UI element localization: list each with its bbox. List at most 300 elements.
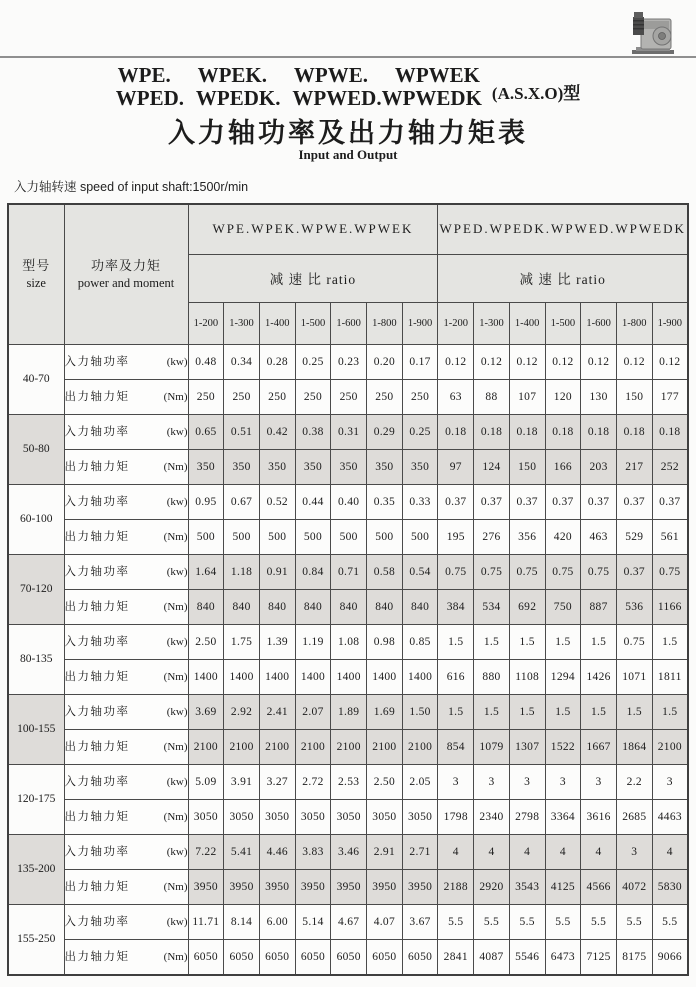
input-unit: (kw) <box>166 355 188 368</box>
ratio-header-wpe-2: 1-400 <box>259 302 295 344</box>
input-label-cell <box>64 904 188 939</box>
output-value: 616 <box>438 659 474 694</box>
output-value: 6050 <box>402 939 438 975</box>
input-unit: (kw) <box>166 775 188 788</box>
output-value: 561 <box>652 519 688 554</box>
input-value: 0.25 <box>295 344 331 379</box>
input-value: 3 <box>474 764 510 799</box>
table-body <box>8 344 688 975</box>
output-value: 840 <box>402 589 438 624</box>
output-value: 1864 <box>616 729 652 764</box>
output-value: 6050 <box>259 939 295 975</box>
output-value: 840 <box>224 589 260 624</box>
input-value: 0.12 <box>616 344 652 379</box>
input-value: 1.69 <box>367 694 403 729</box>
table-row-input <box>8 904 688 939</box>
input-value: 1.5 <box>438 624 474 659</box>
input-value: 1.64 <box>188 554 224 589</box>
group2-title: WPED.WPEDK.WPWED.WPWEDK <box>438 204 688 254</box>
output-value: 2100 <box>331 729 367 764</box>
size-cell: 40-70 <box>8 344 64 414</box>
input-value: 2.05 <box>402 764 438 799</box>
ratio-header-wpe-4: 1-600 <box>331 302 367 344</box>
input-value: 1.5 <box>652 694 688 729</box>
input-unit: (kw) <box>166 915 188 928</box>
input-value: 5.14 <box>295 904 331 939</box>
input-speed-note: 入力轴转速 speed of input shaft:1500r/min <box>14 180 249 194</box>
input-value: 2.07 <box>295 694 331 729</box>
output-value: 250 <box>224 379 260 414</box>
ratio-header-wped-6: 1-900 <box>652 302 688 344</box>
output-value: 250 <box>295 379 331 414</box>
input-value: 3.46 <box>331 834 367 869</box>
output-value: 8175 <box>616 939 652 975</box>
input-value: 0.40 <box>331 484 367 519</box>
ratio-header-wpe-6: 1-900 <box>402 302 438 344</box>
table-row-input <box>8 834 688 869</box>
output-value: 3050 <box>402 799 438 834</box>
input-value: 3.69 <box>188 694 224 729</box>
ratio-header-wpe-0: 1-200 <box>188 302 224 344</box>
table-row-output <box>8 519 688 554</box>
output-value: 2188 <box>438 869 474 904</box>
output-value: 217 <box>616 449 652 484</box>
group1-title: WPE.WPEK.WPWE.WPWEK <box>188 204 438 254</box>
input-label: 入力轴功率 <box>64 775 130 788</box>
output-value: 3050 <box>188 799 224 834</box>
input-value: 0.75 <box>545 554 581 589</box>
input-label: 入力轴功率 <box>64 845 130 858</box>
output-label-cell <box>64 589 188 624</box>
input-value: 3 <box>509 764 545 799</box>
output-label: 出力轴力矩 <box>64 950 130 963</box>
input-value: 4.46 <box>259 834 295 869</box>
output-value: 529 <box>616 519 652 554</box>
input-value: 0.18 <box>616 414 652 449</box>
output-value: 276 <box>474 519 510 554</box>
input-unit: (kw) <box>166 495 188 508</box>
input-value: 1.5 <box>581 694 617 729</box>
input-value: 0.35 <box>367 484 403 519</box>
output-label-cell <box>64 729 188 764</box>
input-value: 4 <box>652 834 688 869</box>
input-value: 1.89 <box>331 694 367 729</box>
input-value: 3 <box>652 764 688 799</box>
output-value: 692 <box>509 589 545 624</box>
output-value: 120 <box>545 379 581 414</box>
output-label-cell <box>64 799 188 834</box>
input-label: 入力轴功率 <box>64 355 130 368</box>
table-row-output <box>8 379 688 414</box>
group1-ratio-label: 减 速 比 ratio <box>188 254 438 302</box>
output-value: 250 <box>188 379 224 414</box>
output-value: 356 <box>509 519 545 554</box>
input-value: 0.75 <box>474 554 510 589</box>
output-label-cell <box>64 939 188 975</box>
input-value: 0.58 <box>367 554 403 589</box>
input-value: 0.42 <box>259 414 295 449</box>
input-value: 0.75 <box>616 624 652 659</box>
input-value: 8.14 <box>224 904 260 939</box>
input-value: 0.34 <box>224 344 260 379</box>
size-cell: 155-250 <box>8 904 64 975</box>
input-value: 2.92 <box>224 694 260 729</box>
output-value: 500 <box>402 519 438 554</box>
input-value: 4 <box>474 834 510 869</box>
output-value: 500 <box>295 519 331 554</box>
output-value: 350 <box>295 449 331 484</box>
input-value: 5.5 <box>438 904 474 939</box>
output-value: 840 <box>259 589 295 624</box>
input-value: 1.5 <box>581 624 617 659</box>
output-value: 1400 <box>331 659 367 694</box>
input-value: 0.38 <box>295 414 331 449</box>
model-list <box>116 64 482 110</box>
output-value: 9066 <box>652 939 688 975</box>
output-value: 1400 <box>188 659 224 694</box>
output-value: 2100 <box>402 729 438 764</box>
input-value: 1.18 <box>224 554 260 589</box>
input-value: 4.67 <box>331 904 367 939</box>
ratio-header-wped-1: 1-300 <box>474 302 510 344</box>
output-value: 1079 <box>474 729 510 764</box>
input-value: 0.37 <box>616 554 652 589</box>
output-value: 250 <box>259 379 295 414</box>
input-value: 2.72 <box>295 764 331 799</box>
output-value: 350 <box>331 449 367 484</box>
input-value: 0.18 <box>545 414 581 449</box>
output-value: 250 <box>367 379 403 414</box>
table-row-input <box>8 764 688 799</box>
input-value: 0.12 <box>509 344 545 379</box>
output-value: 1294 <box>545 659 581 694</box>
output-value: 536 <box>616 589 652 624</box>
output-value: 350 <box>188 449 224 484</box>
output-value: 3950 <box>188 869 224 904</box>
output-value: 2100 <box>224 729 260 764</box>
output-value: 420 <box>545 519 581 554</box>
input-label-cell <box>64 764 188 799</box>
output-label: 出力轴力矩 <box>64 600 130 613</box>
power-torque-table <box>7 203 689 976</box>
input-value: 0.51 <box>224 414 260 449</box>
input-unit: (kw) <box>166 705 188 718</box>
input-value: 0.37 <box>581 484 617 519</box>
output-value: 6050 <box>188 939 224 975</box>
ratio-header-wpe-1: 1-300 <box>224 302 260 344</box>
input-unit: (kw) <box>166 565 188 578</box>
input-value: 0.31 <box>331 414 367 449</box>
input-value: 5.5 <box>616 904 652 939</box>
input-unit: (kw) <box>166 635 188 648</box>
output-value: 2340 <box>474 799 510 834</box>
output-label: 出力轴力矩 <box>64 810 130 823</box>
top-divider <box>0 56 696 58</box>
output-value: 2100 <box>295 729 331 764</box>
type-designation: (A.S.X.O)型 <box>491 83 581 103</box>
output-value: 350 <box>224 449 260 484</box>
size-header-cn: 型号 <box>22 258 51 274</box>
input-value: 5.5 <box>509 904 545 939</box>
output-value: 88 <box>474 379 510 414</box>
input-value: 0.12 <box>438 344 474 379</box>
input-label: 入力轴功率 <box>64 705 130 718</box>
output-value: 2841 <box>438 939 474 975</box>
output-value: 150 <box>509 449 545 484</box>
size-cell: 70-120 <box>8 554 64 624</box>
input-value: 1.5 <box>616 694 652 729</box>
output-value: 500 <box>331 519 367 554</box>
input-value: 0.18 <box>652 414 688 449</box>
input-value: 1.5 <box>509 624 545 659</box>
output-unit: (Nm) <box>163 740 188 753</box>
input-value: 3.91 <box>224 764 260 799</box>
input-value: 2.71 <box>402 834 438 869</box>
table-row-input <box>8 344 688 379</box>
table-row-output <box>8 799 688 834</box>
input-value: 5.09 <box>188 764 224 799</box>
table-row-input <box>8 554 688 589</box>
input-value: 1.5 <box>509 694 545 729</box>
output-value: 500 <box>367 519 403 554</box>
output-value: 500 <box>188 519 224 554</box>
output-value: 1400 <box>224 659 260 694</box>
table-row-output <box>8 939 688 975</box>
input-value: 1.5 <box>474 624 510 659</box>
output-value: 840 <box>295 589 331 624</box>
input-label: 入力轴功率 <box>64 425 130 438</box>
size-cell: 80-135 <box>8 624 64 694</box>
input-value: 0.37 <box>545 484 581 519</box>
table-row-output <box>8 869 688 904</box>
input-value: 0.75 <box>438 554 474 589</box>
input-label-cell <box>64 624 188 659</box>
size-cell: 120-175 <box>8 764 64 834</box>
input-value: 1.75 <box>224 624 260 659</box>
input-value: 0.37 <box>616 484 652 519</box>
input-value: 1.5 <box>545 694 581 729</box>
output-value: 1426 <box>581 659 617 694</box>
input-value: 4 <box>509 834 545 869</box>
output-label: 出力轴力矩 <box>64 670 130 683</box>
input-value: 0.18 <box>438 414 474 449</box>
input-value: 0.85 <box>402 624 438 659</box>
output-value: 1166 <box>652 589 688 624</box>
size-cell: 135-200 <box>8 834 64 904</box>
output-value: 3950 <box>295 869 331 904</box>
input-value: 4 <box>581 834 617 869</box>
output-label-cell <box>64 379 188 414</box>
power-column-header <box>64 204 188 344</box>
output-value: 3543 <box>509 869 545 904</box>
output-value: 5546 <box>509 939 545 975</box>
size-cell: 100-155 <box>8 694 64 764</box>
input-value: 0.98 <box>367 624 403 659</box>
input-value: 7.22 <box>188 834 224 869</box>
input-value: 1.19 <box>295 624 331 659</box>
gear-reducer-photo <box>624 7 680 57</box>
output-unit: (Nm) <box>163 460 188 473</box>
output-value: 6050 <box>331 939 367 975</box>
output-value: 4566 <box>581 869 617 904</box>
ratio-header-wped-4: 1-600 <box>581 302 617 344</box>
table-header <box>8 204 688 344</box>
output-value: 2798 <box>509 799 545 834</box>
output-value: 63 <box>438 379 474 414</box>
page-title-cn: 入力轴功率及出力轴力矩表 <box>168 118 528 148</box>
output-value: 97 <box>438 449 474 484</box>
input-value: 0.52 <box>259 484 295 519</box>
input-value: 5.5 <box>474 904 510 939</box>
output-value: 3050 <box>367 799 403 834</box>
input-value: 2.50 <box>188 624 224 659</box>
input-value: 5.5 <box>652 904 688 939</box>
output-value: 2100 <box>652 729 688 764</box>
output-value: 130 <box>581 379 617 414</box>
input-value: 0.23 <box>331 344 367 379</box>
input-value: 0.12 <box>581 344 617 379</box>
input-unit: (kw) <box>166 425 188 438</box>
input-value: 0.71 <box>331 554 367 589</box>
input-value: 0.95 <box>188 484 224 519</box>
output-value: 6473 <box>545 939 581 975</box>
output-value: 3950 <box>259 869 295 904</box>
output-value: 750 <box>545 589 581 624</box>
model-list-line1: WPE. WPEK. WPWE. WPWEK <box>117 63 481 87</box>
output-value: 880 <box>474 659 510 694</box>
output-value: 3050 <box>259 799 295 834</box>
input-value: 0.12 <box>545 344 581 379</box>
output-value: 4087 <box>474 939 510 975</box>
input-value: 0.12 <box>474 344 510 379</box>
output-label: 出力轴力矩 <box>64 390 130 403</box>
input-label: 入力轴功率 <box>64 915 130 928</box>
output-value: 177 <box>652 379 688 414</box>
output-value: 203 <box>581 449 617 484</box>
output-value: 1108 <box>509 659 545 694</box>
input-value: 0.67 <box>224 484 260 519</box>
output-value: 3950 <box>367 869 403 904</box>
output-value: 107 <box>509 379 545 414</box>
output-value: 1400 <box>367 659 403 694</box>
input-value: 5.41 <box>224 834 260 869</box>
input-value: 0.37 <box>438 484 474 519</box>
output-value: 1400 <box>259 659 295 694</box>
output-unit: (Nm) <box>163 950 188 963</box>
input-value: 0.37 <box>474 484 510 519</box>
table-row-output <box>8 659 688 694</box>
size-cell: 50-80 <box>8 414 64 484</box>
output-unit: (Nm) <box>163 880 188 893</box>
table-row-input <box>8 624 688 659</box>
output-value: 463 <box>581 519 617 554</box>
output-value: 500 <box>259 519 295 554</box>
output-value: 195 <box>438 519 474 554</box>
input-label-cell <box>64 484 188 519</box>
output-value: 1798 <box>438 799 474 834</box>
input-value: 1.5 <box>474 694 510 729</box>
input-value: 0.65 <box>188 414 224 449</box>
output-value: 2100 <box>259 729 295 764</box>
ratio-header-wpe-5: 1-800 <box>367 302 403 344</box>
model-list-line2: WPED. WPEDK. WPWED.WPWEDK <box>115 86 482 111</box>
input-label-cell <box>64 834 188 869</box>
input-value: 3.83 <box>295 834 331 869</box>
output-value: 4125 <box>545 869 581 904</box>
group2-ratio-label: 减 速 比 ratio <box>438 254 688 302</box>
output-label: 出力轴力矩 <box>64 880 130 893</box>
output-value: 350 <box>367 449 403 484</box>
input-label-cell <box>64 414 188 449</box>
output-value: 1667 <box>581 729 617 764</box>
input-label: 入力轴功率 <box>64 565 130 578</box>
input-label: 入力轴功率 <box>64 635 130 648</box>
input-value: 1.50 <box>402 694 438 729</box>
output-value: 840 <box>188 589 224 624</box>
power-header-cn: 功率及力矩 <box>90 258 161 274</box>
output-value: 3050 <box>224 799 260 834</box>
output-value: 1811 <box>652 659 688 694</box>
input-value: 0.33 <box>402 484 438 519</box>
input-value: 0.17 <box>402 344 438 379</box>
input-label-cell <box>64 344 188 379</box>
input-value: 5.5 <box>545 904 581 939</box>
ratio-header-wped-5: 1-800 <box>616 302 652 344</box>
output-label-cell <box>64 869 188 904</box>
output-unit: (Nm) <box>163 390 188 403</box>
output-value: 2100 <box>188 729 224 764</box>
output-value: 854 <box>438 729 474 764</box>
output-value: 384 <box>438 589 474 624</box>
output-value: 500 <box>224 519 260 554</box>
output-value: 4072 <box>616 869 652 904</box>
output-value: 6050 <box>367 939 403 975</box>
output-value: 3950 <box>224 869 260 904</box>
input-value: 0.18 <box>509 414 545 449</box>
input-value: 3 <box>581 764 617 799</box>
ratio-header-wped-2: 1-400 <box>509 302 545 344</box>
output-value: 2920 <box>474 869 510 904</box>
output-value: 6050 <box>224 939 260 975</box>
input-label-cell <box>64 694 188 729</box>
output-value: 7125 <box>581 939 617 975</box>
input-value: 0.84 <box>295 554 331 589</box>
table-row-output <box>8 589 688 624</box>
output-value: 350 <box>402 449 438 484</box>
input-value: 0.91 <box>259 554 295 589</box>
input-value: 1.5 <box>545 624 581 659</box>
output-value: 1307 <box>509 729 545 764</box>
input-value: 5.5 <box>581 904 617 939</box>
output-value: 1400 <box>402 659 438 694</box>
output-value: 1071 <box>616 659 652 694</box>
output-value: 124 <box>474 449 510 484</box>
input-value: 0.75 <box>581 554 617 589</box>
ratio-header-wped-0: 1-200 <box>438 302 474 344</box>
input-value: 0.75 <box>652 554 688 589</box>
input-label: 入力轴功率 <box>64 495 130 508</box>
ratio-header-wped-3: 1-500 <box>545 302 581 344</box>
input-label-cell <box>64 554 188 589</box>
table-row-output <box>8 729 688 764</box>
output-unit: (Nm) <box>163 600 188 613</box>
input-value: 11.71 <box>188 904 224 939</box>
input-value: 0.28 <box>259 344 295 379</box>
input-value: 4.07 <box>367 904 403 939</box>
input-value: 1.08 <box>331 624 367 659</box>
output-value: 840 <box>331 589 367 624</box>
output-unit: (Nm) <box>163 530 188 543</box>
